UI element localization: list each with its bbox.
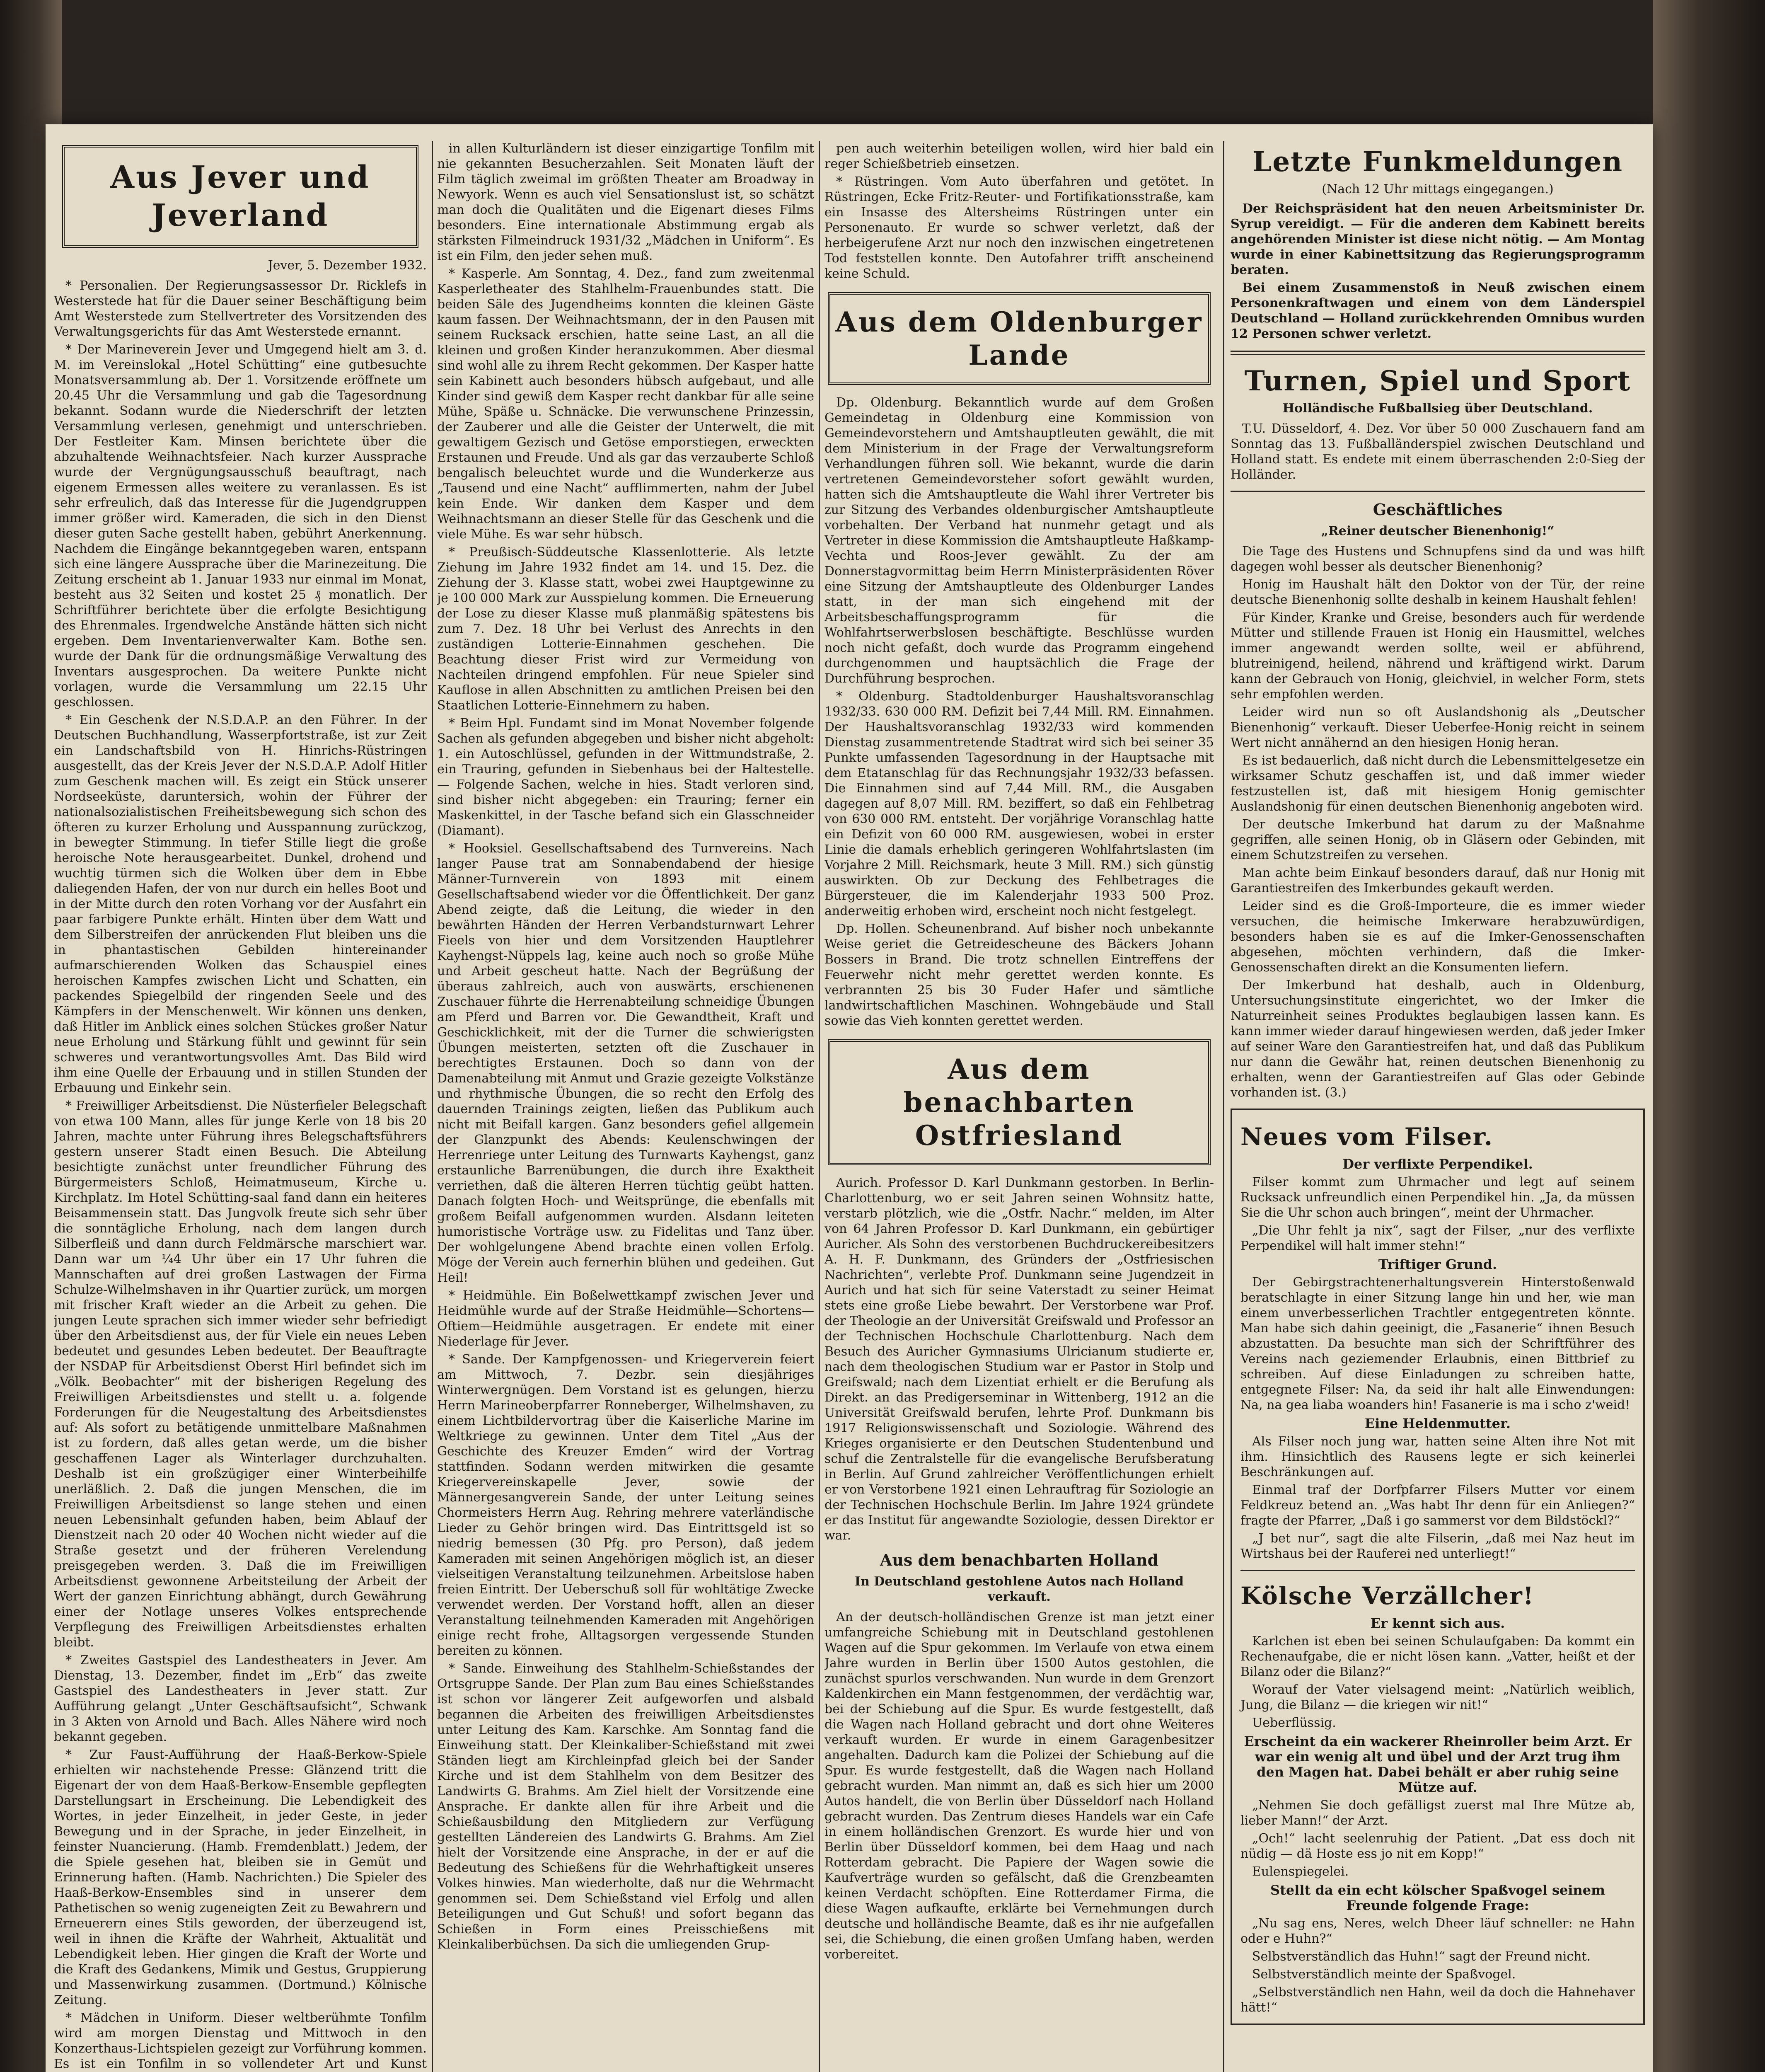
article-paragraph: Leider sind es die Groß-Importeure, die es immer wieder versuchen, die heimische Imkerware herabzuwürdigen, besonders haben sie es auf die Imker-Genossenschaften abgesehen, möchten verhindern, daß die Imker-Genossenschaften direkt an die Konsumenten liefern.: [1231, 899, 1645, 975]
article-paragraph: Selbstverständlich meinte der Spaßvogel.: [1252, 1967, 1516, 1982]
article-paragraph: T.U. Düsseldorf, 4. Dez. Vor über 50 000 Zuschauern fand am Sonntag das 13. Fußballänderspiel zwischen Deutschland und Holland statt. Es endete mit einem überraschenden 2:0-Sieg der Holländer.: [1231, 421, 1645, 482]
filser-box: [1231, 1109, 1645, 2025]
article-paragraph: * Zur Faust-Aufführung der Haaß-Berkow-Spiele erhielten wir nachstehende Presse: Glänzend tritt die Eigenart der von dem Haaß-Berkow-Ensemble gepflegten Darstellungsart in Erscheinung. Die Lebendigkeit des Wortes, in jeder Einzelheit, in jeder Geste, in jeder Bewegung und in der Sprache, in jeder Einzelheit, in feinster Nuancierung. (Hamb. Fremdenblatt.) Jedem, der die Spiele gesehen hat, bleiben sie in Gemüt und Erinnerung haften. (Hamb. Nachrichten.) Die Spieler des Haaß-Berkow-Ensembles sind in unserer dem Pathetischen so wenig zugeneigten Zeit zu Bewahrern und Erneuerern eines Stils geworden, der überzeugend ist, weil in ihnen die Kräfte der Wahrheit, Aktualität und Lebendigkeit leben. Hier gingen die Kraft der Worte und die Kraft des Gedankens, Mimik und Gestus, Gruppierung und Massenwirkung zusammen. (Dortmund.) Kölnische Zeitung.: [54, 1748, 427, 2007]
article-paragraph: * Beim Hpl. Fundamt sind im Monat November folgende Sachen als gefunden abgegeben und bisher nicht abgeholt: 1. ein Autoschlüssel, gefunden in der Wittmundstraße, 2. ein Trauring, gefunden in Siebenhaus bei der Haltestelle. — Folgende Sachen, welche in hies. Stadt verloren sind, sind bisher nicht abgegeben: ein Trauring; ferner ein Maskenkittel, in der Tasche befand sich ein Glasschneider (Diamant).: [437, 716, 814, 838]
article-paragraph: * Rüstringen. Vom Auto überfahren und getötet. In Rüstringen, Ecke Fritz-Reuter- und Fortifikationsstraße, kam ein Insasse des Altersheims Rüstringen unter ein Personenauto. Er wurde so schwer verletzt, daß der herbeigerufene Arzt nur noch den inzwischen eingetretenen Tod feststellen konnte. Den Autofahrer trifft anscheinend keine Schuld.: [824, 174, 1214, 281]
article-paragraph: „Selbstverständlich nen Hahn, weil da doch die Hahnehaver hätt!“: [1240, 1985, 1635, 2015]
article-paragraph: Der Gebirgstrachtenerhaltungsverein Hinterstoßenwald beratschlagte in einer Sitzung lange hin und her, wie man einem unverbesserlichen Trachtler entgegentreten könnte. Man habe sich dahin geeinigt, die „Fasanerie“ ihnen Besuch abzustatten. Da besuchte man sich der Schriftführer des Vereins nach geziemender Erlaubnis, einen Bittbrief zu schreiben. Auf diese Einladungen zu schreiben hatte, entgegnete Filser: Na, da seid ihr halt alle Einwendungen: Na, na gea liaba woanders hin! Fasanerie is ma i scho z'weid!: [1240, 1275, 1635, 1412]
article-paragraph: pen auch weiterhin beteiligen wollen, wird hier bald ein reger Schießbetrieb einsetzen.: [824, 141, 1214, 171]
anecdote-title: Eine Heldenmutter.: [1364, 1416, 1511, 1431]
article-paragraph: „Die Uhr fehlt ja nix“, sagt der Filser, „nur des verflixte Perpendikel will halt immer stehn!“: [1240, 1223, 1635, 1253]
article-subheading: In Deutschland gestohlene Autos nach Holland verkauft.: [855, 1574, 1184, 1604]
article-paragraph: Als Filser noch jung war, hatten seine Alten ihre Not mit ihm. Hinsichtlich des Rausens legte er sich keinerlei Beschränkungen auf.: [1240, 1434, 1635, 1479]
section-header-ostfriesland: Aus dem benachbarten Ostfriesland: [828, 1039, 1211, 1165]
article-paragraph: * Ein Geschenk der N.S.D.A.P. an den Führer. In der Deutschen Buchhandlung, Wasserpfortstraße, ist zur Zeit ein Landschaftsbild von H. Hinrichs-Rüstringen ausgestellt, das der Kreis Jever der N.S.D.A.P. Adolf Hitler zum Geschenk machen will. Es zeigt ein Stück unserer Nordseeküste, daruntersich, wohin der Führer der nationalsozialistischen Freiheitsbewegung sich schon des öfteren zu kurzer Erholung und Ausspannung zurückzog, in bewegter Stimmung. In tiefer Stille liegt die große heroische Note herausgearbeitet. Dunkel, drohend und wuchtig türmen sich die Wolken über dem in Ebbe daliegenden Hafen, der von nur durch ein helles Boot und in der Mitte durch den roten Vorhang vor der Ausfahrt ein paar farbigere Punkte erhält. Hinten über dem Watt und dem Silberstreifen der anrückenden Flut bleiben uns die in phantastischen Gebilden hintereinander aufmarschierenden Wolken das Schauspiel eines heroischen Kampfes zwischen Licht und Schatten, ein packendes Spiegelbild der ringenden Seele und des Kämpfers in der Menschenwelt. Wir können uns denken, daß Hitler im Anblick eines solchen Stückes großer Natur neue Erholung und Stärkung fühlt und gewinnt für sein schweres und verantwortungsvolles Amt. Das Bild wird ihm eine Quelle der Erbauung und in stillen Stunden der Erbauung und Einkehr sein.: [54, 713, 427, 1095]
divider: [1240, 1570, 1635, 1571]
column-rule: [819, 141, 820, 2072]
column-3: [824, 141, 1214, 2072]
article-paragraph: Die Tage des Hustens und Schnupfens sind da und was hilft dagegen wohl besser als deutscher Bienenhonig?: [1231, 544, 1645, 574]
article-paragraph: * Personalien. Der Regierungsassessor Dr. Ricklefs in Westerstede hat für die Dauer seiner Beschäftigung beim Amt Westerstede zum Stellvertreter des Vorsitzenden des Verwaltungsgerichts für das Amt Westerstede ernannt.: [54, 278, 427, 339]
section-header-jever: Aus Jever und Jeverland: [62, 145, 418, 248]
anecdote-title: Triftiger Grund.: [1378, 1256, 1497, 1272]
article-paragraph: Dp. Oldenburg. Bekanntlich wurde auf dem Großen Gemeindetag in Oldenburg eine Kommission von Gemeindevorstehern und Amtshauptleuten gewählt, die mit dem Ministerium in der Frage der Verwaltungsreform Verhandlungen führen soll. Wie bekannt, wurde die darin vertretenen Gemeindevorsteher sofort gewählt wurden, hatten sich die Amtshauptleute die Wahl ihrer Vertreter bis zur Sitzung des Verbandes oldenburgischer Amtshauptleute vorbehalten. Der Verband hat nunmehr getagt und als Vertreter in diese Kommission die Amtshauptleute Haßkamp-Vechta und Roos-Jever gewählt. Zu der am Donnerstagvormittag beim Herrn Ministerpräsidenten Röver eine Sitzung der Amtshauptleute des Oldenburger Landes statt, in der man sich eingehend mit der Arbeitsbeschaffungsprogramm für die Wohlfahrtserwerbslosen beschäftigte. Beschlüsse wurden noch nicht gefaßt, doch wurde das Programm eingehend durchgenommen und hauptsächlich die Frage der Durchführung besprochen.: [824, 395, 1214, 686]
article-subheading: „Reiner deutscher Bienenhonig!“: [1321, 524, 1555, 538]
section-header-oldenburg: Aus dem Oldenburger Lande: [828, 292, 1211, 385]
article-paragraph: Worauf der Vater vielsagend meint: „Natürlich weiblich, Jung, die Bilanz — die kriegen wir nit!“: [1240, 1682, 1635, 1712]
anecdote-title: Der verflixte Perpendikel.: [1342, 1156, 1533, 1172]
article-paragraph: * Oldenburg. Stadtoldenburger Haushaltsvoranschlag 1932/33. 630 000 RM. Defizit bei 7,44 Mill. RM. Einnahmen. Der Haushaltsvoranschlag 1932/33 wird kommenden Dienstag zusammentretende Stadtrat wird sich bei seiner 35 Punkte umfassenden Tagesordnung in der Hauptsache mit dem Etatanschlag für das Rechnungsjahr 1932/33 befassen. Die Einnahmen sind auf 7,44 Mill. RM., die Ausgaben dagegen auf 8,07 Mill. RM. beziffert, so daß ein Fehlbetrag von 630 000 RM. entsteht. Der vorjährige Voranschlag hatte ein Defizit von 60 000 RM. ausgewiesen, wobei in erster Linie die damals erheblich geringeren Wohlfahrtslasten (im Vorjahre 2 Mill. Reichsmark, heute 3 Mill. RM.) sich günstig auswirkten. Ob zur Deckung des Fehlbetrages die Bürgersteuer, die im Kalenderjahr 1933 500 Proz. anderweitig erhoben wird, erscheint noch nicht festgelegt.: [824, 689, 1214, 918]
article-paragraph: Für Kinder, Kranke und Greise, besonders auch für werdende Mütter und stillende Frauen ist Honig ein Hausmittel, welches immer angewandt werden sollte, weil er abführend, blutreinigend, heilend, nährend und kräftigend wirkt. Darum kann der Gebrauch von Honig, gleichviel, in welcher Form, stets sehr empfohlen werden.: [1231, 610, 1645, 702]
article-paragraph: „Nehmen Sie doch gefälligst zuerst mal Ihre Mütze ab, lieber Mann!“ der Arzt.: [1240, 1798, 1635, 1828]
article-paragraph: Eulenspiegelei.: [1252, 1864, 1349, 1879]
column-2: [437, 141, 814, 2072]
column-4: [1231, 141, 1645, 2072]
scan-right-edge: [1653, 0, 1765, 2072]
article-paragraph: Selbstverständlich das Huhn!“ sagt der Freund nicht.: [1252, 1949, 1591, 1964]
article-paragraph: An der deutsch-holländischen Grenze ist man jetzt einer umfangreiche Schiebung mit in Deutschland gestohlenen Wagen auf die Spur gekommen. Im Verlaufe von etwa einem Jahre wurden in Berlin über 1500 Autos gestohlen, die zunächst spurlos verschwanden. Nun wurde in dem Grenzort Kaldenkirchen ein Mann festgenommen, der verdächtig war, bei der Schiebung auf die Spur. Es wurde festgestellt, daß die Wagen nach Holland gebracht und dort ohne Weiteres verkauft wurden. Er wurde in einem Garagenbesitzer angehalten. Dadurch kam die Polizei der Schiebung auf die Spur. Es wurde festgestellt, daß die Wagen nach Holland gebracht wurden. Man nimmt an, daß es sich hier um 2000 Autos handelt, die von Berlin über Düsseldorf nach Holland gebracht wurden. Das Zentrum dieses Handels war ein Cafe in einem holländischen Grenzort. Es wurde hier und von Berlin über Düsseldorf kommen, bei dem Haag und nach Rotterdam gebracht. Die Papiere der Wagen sowie die Kaufverträge wurden so gefälscht, daß die Grenzbeamten keinen Verdacht schöpften. Eine Rotterdamer Firma, die diese Wagen aufkaufte, erklärte bei Vernehmungen durch deutsche und holländische Beamte, daß es ihr nie aufgefallen sei, die Schiebung, die einen großen Umfang haben, werden vorbereitet.: [824, 1610, 1214, 1962]
section-header-koelsch: Kölsche Verzällcher!: [1240, 1582, 1535, 1610]
article-paragraph: * Kasperle. Am Sonntag, 4. Dez., fand zum zweitenmal Kasperletheater des Stahlhelm-Frauenbundes statt. Die beiden Säle des Jugendheims konnten die kleinen Gäste kaum fassen. Der Weihnachtsmann, der in den Pausen mit seinem Rucksack erschien, hatte seine Last, an all die kleinen und großen Kinder heranzukommen. Aber diesmal sind wohl alle zu ihrem Recht gekommen. Der Kasper hatte sein Kabinett auch besonders hübsch aufgebaut, und alle Kinder sind gewiß dem Kasper recht dankbar für alle seine Mühe, Späße u. Schnäcke. Die verwunschene Prinzessin, der Zauberer und alle die Geister der Unterwelt, die mit gewaltigem Gezisch und Getöse emporstiegen, erweckten Erstaunen und Freude. Und als gar das verzauberte Schloß bengalisch beleuchtet wurde und die Wunderkerze aus „Tausend und eine Nacht“ aufflimmerten, nahm der Jubel kein Ende. Wir danken dem Kasper und dem Weihnachtsmann an dieser Stelle für das Geschenk und die viele Mühe. Es war sehr hübsch.: [437, 266, 814, 542]
article-paragraph: Aurich. Professor D. Karl Dunkmann gestorben. In Berlin-Charlottenburg, wo er seit Jahren seinen Wohnsitz hatte, verstarb plötzlich, wie die „Ostfr. Nachr.“ melden, im Alter von 64 Jahren Professor D. Karl Dunkmann, ein gebürtiger Auricher. Als Sohn des verstorbenen Buchdruckereibesitzers A. H. F. Dunkmann, des Gründers der „Ostfriesischen Nachrichten“, verlebte Prof. Dunkmann seine Jugendzeit in Aurich und hat sich für seine Vaterstadt zu seiner Heimat stets eine große Liebe bewahrt. Der Verstorbene war Prof. der Theologie an der Universität Greifswald und Professor an der Technischen Hochschule Charlottenburg. Nach dem Besuch des Auricher Gymnasiums Ulricianum studierte er, nach dem theologischen Studium war er Pastor in Stolp und Greifswald; nach dem Lizentiat erhielt er die Berufung als Direkt. an das Predigerseminar in Wittenberg, 1912 an die Universität Greifswald berufen, lehrte Prof. Dunkmann bis 1917 Religionswissenschaft und Soziologie. Während des Krieges organisierte er den Deutschen Studentenbund und schuf die Zentralstelle für die evangelische Berufsberatung in Berlin. Auf Grund zahlreicher Veröffentlichungen erhielt er von Verstorbene 1921 einen Lehrauftrag für Soziologie an der Technischen Hochschule Berlin. Im Jahre 1924 gründete er das Institut für angewandte Soziologie, dessen Direktor er war.: [824, 1176, 1214, 1543]
article-paragraph: * Heidmühle. Ein Boßelwettkampf zwischen Jever und Heidmühle wurde auf der Straße Heidmühle—Schortens—Oftiem—Heidmühle ausgetragen. Er endete mit einer Niederlage für Jever.: [437, 1288, 814, 1349]
section-header-holland: Aus dem benachbarten Holland: [880, 1551, 1159, 1569]
divider: [1231, 351, 1645, 355]
column-rule: [432, 141, 433, 2072]
article-subheading: Holländische Fußballsieg über Deutschland.: [1282, 401, 1593, 416]
divider: [1231, 491, 1645, 492]
anecdote-title: Er kennt sich aus.: [1370, 1615, 1505, 1631]
article-paragraph: Honig im Haushalt hält den Doktor von der Tür, der reine deutsche Bienenhonig sollte deshalb in keinem Haushalt fehlen!: [1231, 577, 1645, 607]
article-subheading: (Nach 12 Uhr mittags eingegangen.): [1322, 182, 1554, 196]
anecdote-title: Stellt da ein echt kölscher Spaßvogel seinem Freunde folgende Frage:: [1270, 1882, 1605, 1913]
article-paragraph: * Zweites Gastspiel des Landestheaters in Jever. Am Dienstag, 13. Dezember, findet im „Erb“ das zweite Gastspiel des Landestheaters in Jever statt. Zur Aufführung gelangt „Unter Geschäftsaufsicht“, Schwank in 3 Akten von Arnold und Bach. Alles Nähere wird noch bekannt gegeben.: [54, 1653, 427, 1744]
article-paragraph: * Sande. Einweihung des Stahlhelm-Schießstandes der Ortsgruppe Sande. Der Plan zum Bau eines Schießstandes ist schon vor längerer Zeit aufgeworfen und alsbald begannen die Arbeiten des freiwilligen Arbeitsdienstes unter Leitung des Kam. Karschke. Am Sonntag fand die Einweihung statt. Der Kleinkaliber-Schießstand mit zwei Ständen liegt am Kirchleinpfad gleich bei der Sander Kirche und ist dem Stahlhelm von dem Besitzer des Landwirts G. Brahms. Am Ziel hielt der Vorsitzende eine Ansprache. Er dankte allen für ihre Arbeit und die Schießausbildung den Mitgliedern zur Verfügung gestellten Ländereien des Landwirts G. Brahms. Am Ziel hielt der Vorsitzende eine Ansprache, in der er auf die Bedeutung des Schießens für die Wehrhaftigkeit unseres Volkes hinwies. Man wiederholte, daß nur die Wehrmacht genommen sei. Dem Schießstand viel Erfolg und allen Beteiligungen und Gut Schuß! und sofort begann das Schießen in Form eines Preisschießens mit Kleinkaliberbüchsen. Da sich die umliegenden Grup-: [437, 1661, 814, 1952]
article-paragraph: Karlchen ist eben bei seinen Schulaufgaben: Da kommt ein Rechenaufgabe, die er nicht lösen kann. „Vatter, heißt et der Bilanz oder die Bilanz?“: [1240, 1634, 1635, 1679]
article-paragraph: Ueberflüssig.: [1252, 1716, 1336, 1730]
section-header-geschaeftliches: Geschäftliches: [1373, 500, 1503, 519]
section-header-sport: Turnen, Spiel und Sport: [1244, 365, 1631, 397]
article-paragraph: * Sande. Der Kampfgenossen- und Kriegerverein feiert am Mittwoch, 7. Dezbr. sein diesjähriges Winterwergnügen. Dem Vorstand ist es gelungen, hierzu Herrn Marineoberpfarrer Ronneberger, Wilhelmshaven, zu einem Lichtbildervortrag über die Kaiserliche Marine im Weltkriege zu gewinnen. Unter dem Titel „Aus der Geschichte des Kreuzer Emden“ wird der Vortrag stattfinden. Sodann werden mitwirken die gesamte Kriegervereinskapelle Jever, sowie der Männergesangverein Sande, der unter Leitung seines Chormeisters Herrn Aug. Rehring mehrere vaterländische Lieder zu Gehör bringen wird. Das Eintrittsgeld ist so niedrig bemessen (30 Pfg. pro Person), daß jedem Kameraden mit seinen Angehörigen möglich ist, an dieser vielseitigen Veranstaltung teilzunehmen. Arbeitslose haben freien Eintritt. Der Ueberschuß soll für wohltätige Zwecke verwendet werden. Der Vorstand hofft, allen an dieser Veranstaltung teilnehmenden Kameraden mit Angehörigen einige recht frohe, Alltagsorgen vergessende Stunden bereiten zu können.: [437, 1352, 814, 1658]
section-header-filser: Neues vom Filser.: [1240, 1123, 1494, 1151]
news-flash: Der Reichspräsident hat den neuen Arbeitsminister Dr. Syrup vereidigt. — Für die anderen dem Kabinett bereits angehörenden Minister ist diese nicht nötig. — Am Montag wurde in einer Kabinettsitzung das Regierungsprogramm beraten.: [1231, 201, 1645, 277]
article-paragraph: * Preußisch-Süddeutsche Klassenlotterie. Als letzte Ziehung im Jahre 1932 findet am 14. und 15. Dez. die Ziehung der 3. Klasse statt, wobei zwei Hauptgewinne zu je 100 000 Mark zur Ausspielung kommen. Die Erneuerung der Lose zu dieser Klasse muß planmäßig spätestens bis zum 7. Dez. 18 Uhr bei Verlust des Anrechts in den zuständigen Lotterie-Einnahmen geschehen. Die Beachtung dieser Frist wird zur Vermeidung von Nachteilen dringend empfohlen. Für neue Spieler sind Kauflose in allen Abschnitten zu amtlichen Preisen bei den Staatlichen Lotterie-Einnehmern zu haben.: [437, 545, 814, 713]
dateline: Jever, 5. Dezember 1932.: [268, 258, 427, 273]
article-paragraph: * Freiwilliger Arbeitsdienst. Die Nüsterfieler Belegschaft von etwa 100 Mann, alles für junge Kerle von 18 bis 20 Jahren, machte unter Führung ihres Belegschaftsführers gestern unserer Stadt einen Besuch. Die Abteilung besichtigte zunächst unter freundlicher Führung des Bürgermeisters Schloß, Heimatmuseum, Kirche u. Kirchplatz. Im Hotel Schütting-saal fand dann ein heiteres Beisammensein statt. Das Jungvolk freute sich sehr über die sonntägliche Erholung, nach dem langen durch Silberfleiß und dann durch Feldmärsche marschiert war. Dann war um ¼4 Uhr über ein 17 Uhr fuhren die Mannschaften auf drei großen Lastwagen der Firma Schulze-Wilhelmshaven in ihr Quartier zurück, um morgen mit frischer Kraft wieder an die Arbeit zu gehen. Die jungen Leute sprachen sich immer wieder sehr befriedigt über den Arbeitsdienst aus, der für Viele ein neues Leben bedeutet und gesundes Leben bedeutet. Der Beauftragte der NSDAP für Arbeitsdienst Oberst Hirl befindet sich im „Völk. Beobachter“ mit der bisherigen Regelung des Freiwilligen Arbeitsdienstes und stellt u. a. folgende Forderungen für die Neugestaltung des Arbeitsdienstes auf: Als sofort zu betätigende unmittelbare Maßnahmen ist zu fordern, daß alles getan werde, um die bisher geschaffenen Lager als Winterlager durchzuhalten. Deshalb ist ein großzügiger einer Winterbeihilfe unerläßlich. 2. Daß die jungen Menschen, die im Freiwilligen Arbeitsdienst so lange stehen und einen neuen Lebensinhalt gefunden haben, beim Ablauf der Dienstzeit nach 20 oder 40 Wochen nicht wieder auf die Straße gesetzt und der früheren Verelendung preisgegeben werden. 3. Daß die im Freiwilligen Arbeitsdienst gewonnene Arbeitsteilung der Arbeit der Wert der ganzen Einrichtung abhängt, durch Gewährung einer der Notlage unseres Volkes entsprechende Verpflegung des Freiwilligen Arbeitsdienstes erhalten bleibt.: [54, 1099, 427, 1650]
article-paragraph: Es ist bedauerlich, daß nicht durch die Lebensmittelgesetze ein wirksamer Schutz geschaffen ist, und daß immer wieder festzustellen ist, daß mit hiesigem Honig gemischter Auslandshonig für einen deutschen Bienenhonig angeboten wird.: [1231, 753, 1645, 814]
article-paragraph: in allen Kulturländern ist dieser einzigartige Tonfilm mit nie gekannten Besucherzahlen. Seit Monaten läuft der Film täglich zweimal im größten Theater am Broadway in Newyork. Wenn es auch viel Sensationslust ist, so schätzt man doch die Qualitäten und die Eigenart dieses Films besonders. Eine internationale Abstimmung ergab als stärksten Filmeindruck 1931/32 „Mädchen in Uniform“. Es ist ein Film, den jeder sehen muß.: [437, 141, 814, 263]
article-paragraph: * Hooksiel. Gesellschaftsabend des Turnvereins. Nach langer Pause trat am Sonnabendabend der hiesige Männer-Turnverein von 1893 mit einem Gesellschaftsabend wieder vor die Öffentlichkeit. Der ganz Abend zeigte, daß die Leitung, die wieder in den bewährten Händen der Herren Verbandsturnwart Lehrer Fieels von hier und dem Vorsitzenden Hauptlehrer Kayhengst-Nüppels lag, keine auch noch so große Mühe und Arbeit gescheut hatte. Nach der Begrüßung der überaus zahlreich, auch von auswärts, erschienenen Zuschauer führte die Herrenabteilung schneidige Übungen am Pferd und Barren vor. Die Gewandtheit, Kraft und Geschicklichkeit, mit der die Turner die schwierigsten Übungen meisterten, setzten oft die Zuschauer in berechtigtes Erstaunen. Doch so dann von der Damenabteilung mit Anmut und Grazie gezeigte Volkstänze und rhythmische Übungen, die so recht den Erfolg des dauernden Trainings zeigten, ließen das Publikum auch nicht mit Beifall kargen. Ganz besonders gefiel allgemein der Glanzpunkt des Abends: Keulenschwingen der Herrenriege unter Leitung des Turnwarts Kayhengst, ganz erstaunliche Barrenübungen, die durch ihre Exaktheit verriethen, daß die älteren Herren tüchtig geübt hatten. Danach folgten Hoch- und Weitsprünge, die ebenfalls mit großem Beifall aufgenommen wurden. Alsdann leiteten humoristische Vorträge usw. zu Fidelitas und Tanz über. Der wohlgelungene Abend brachte einen vollen Erfolg. Möge der Verein auch fernerhin blühen und gedeihen. Gut Heil!: [437, 841, 814, 1285]
article-paragraph: * Mädchen in Uniform. Dieser weltberühmte Tonfilm wird am morgen Dienstag und Mittwoch in den Konzerthaus-Lichtspielen gezeigt zur Vorführung kommen. Es ist ein Tonfilm in so vollendeter Art und Kunst: [54, 2011, 427, 2071]
anecdote-title: Erscheint da ein wackerer Rheinroller beim Arzt. Er war ein wenig alt und übel und der Arzt trug ihm den Magen hat. Dabei behält er aber ruhig seine Mütze auf.: [1244, 1733, 1632, 1795]
article-paragraph: Der Imkerbund hat deshalb, auch in Oldenburg, Untersuchungsinstitute eingerichtet, wo der Imker die Naturreinheit seines Produktes beglaubigen lassen kann. Es kann immer wieder darauf hingewiesen werden, daß jeder Imker auf seiner Ware den Garantiestreifen hat, und daß das Publikum nur dann die Gewähr hat, reinen deutschen Bienenhonig zu erhalten, wenn der Garantiestreifen auf Glas oder Gebinde vorhanden ist. (3.): [1231, 978, 1645, 1100]
column-1: [54, 141, 427, 2072]
article-paragraph: Dp. Hollen. Scheunenbrand. Auf bisher noch unbekannte Weise geriet die Getreidescheune des Bäckers Johann Bossers in Brand. Die trotz schnellen Eintreffens der Feuerwehr nicht mehr gerettet werden konnte. Es verbrannten 25 bis 30 Fuder Hafer und sämtliche landwirtschaftlichen Maschinen. Wohngebäude und Stall sowie das Vieh konnten gerettet werden.: [824, 922, 1214, 1028]
article-paragraph: Der deutsche Imkerbund hat darum zu der Maßnahme gegriffen, alle seinen Honig, ob in Gläsern oder Gebinden, mit einem Schutzstreifen zu versehen.: [1231, 817, 1645, 862]
article-paragraph: Filser kommt zum Uhrmacher und legt auf seinem Rucksack unfreundlich einen Perpendikel hin. „Ja, da müssen Sie die Uhr schon auch bringen“, meint der Uhrmacher.: [1240, 1175, 1635, 1220]
section-header-funk: Letzte Funkmeldungen: [1252, 145, 1623, 178]
article-paragraph: * Der Marineverein Jever und Umgegend hielt am 3. d. M. im Vereinslokal „Hotel Schütting“ eine gutbesuchte Monatsversammlung ab. Der 1. Vorsitzende eröffnete um 20.45 Uhr die Versammlung und gab die Tagesordnung bekannt. Sodann wurde die Niederschrift der letzten Versammlung verlesen, genehmigt und unterschrieben. Der Festleiter Kam. Minsen berichtete über die abzuhaltende Weihnachtsfeier. Nach kurzer Aussprache wurde der Vergnügungsausschuß beauftragt, nach eigenem Ermessen alles weitere zu veranlassen. Es ist sehr erfreulich, daß das Interesse für die Jugendgruppen immer größer wird. Kameraden, die sich in den Dienst dieser guten Sache gestellt haben, gebührt Anerkennung. Nachdem die Eingänge bekanntgegeben waren, entspann sich eine längere Aussprache über die Marinezeitung. Die Zeitung erscheint ab 1. Januar 1933 nur einmal im Monat, besteht aus 32 Seiten und kostet 25 ₰ monatlich. Der Schriftführer berichtete über die erfolgte Besichtigung des Ehrenmales. Irgendwelche Anstände hätten sich nicht ergeben. Dem Inventarienverwalter Kam. Bothe sen. wurde der Dank für die ordnungsmäßige Verwaltung des Inventars ausgesprochen. Da weitere Punkte nicht vorlagen, wurde die Versammlung um 22.15 Uhr geschlossen.: [54, 342, 427, 709]
article-paragraph: Leider wird nun so oft Auslandshonig als „Deutscher Bienenhonig“ verkauft. Dieser Ueberfee-Honig reicht in seinem Wert nicht annähernd an den hiesigen Honig heran.: [1231, 705, 1645, 750]
article-paragraph: Man achte beim Einkauf besonders darauf, daß nur Honig mit Garantiestreifen des Imkerbundes gekauft werden.: [1231, 866, 1645, 896]
article-paragraph: „J bet nur“, sagt die alte Filserin, „daß mei Naz heut im Wirtshaus bei der Rauferei ned unterliegt!“: [1240, 1531, 1635, 1561]
article-paragraph: „Nu sag ens, Neres, welch Dheer läuf schneller: ne Hahn oder e Huhn?“: [1240, 1916, 1635, 1946]
column-rule: [1223, 141, 1224, 2072]
news-flash: Bei einem Zusammenstoß in Neuß zwischen einem Personenkraftwagen und einem von dem Länderspiel Deutschland — Holland zurückkehrenden Omnibus wurden 12 Personen schwer verletzt.: [1231, 281, 1645, 341]
newspaper-page: [46, 124, 1653, 2072]
article-paragraph: Einmal traf der Dorfpfarrer Filsers Mutter vor einem Feldkreuz betend an. „Was habt Ihr denn für ein Anliegen?“ fragte der Pfarrer, „Daß i go sammerst vor dem Bildstöckl?“: [1240, 1483, 1635, 1528]
article-paragraph: „Och!“ lacht seelenruhig der Patient. „Dat ess doch nit nüdig — dä Hoste ess jo nit em Kopp!“: [1240, 1831, 1635, 1861]
